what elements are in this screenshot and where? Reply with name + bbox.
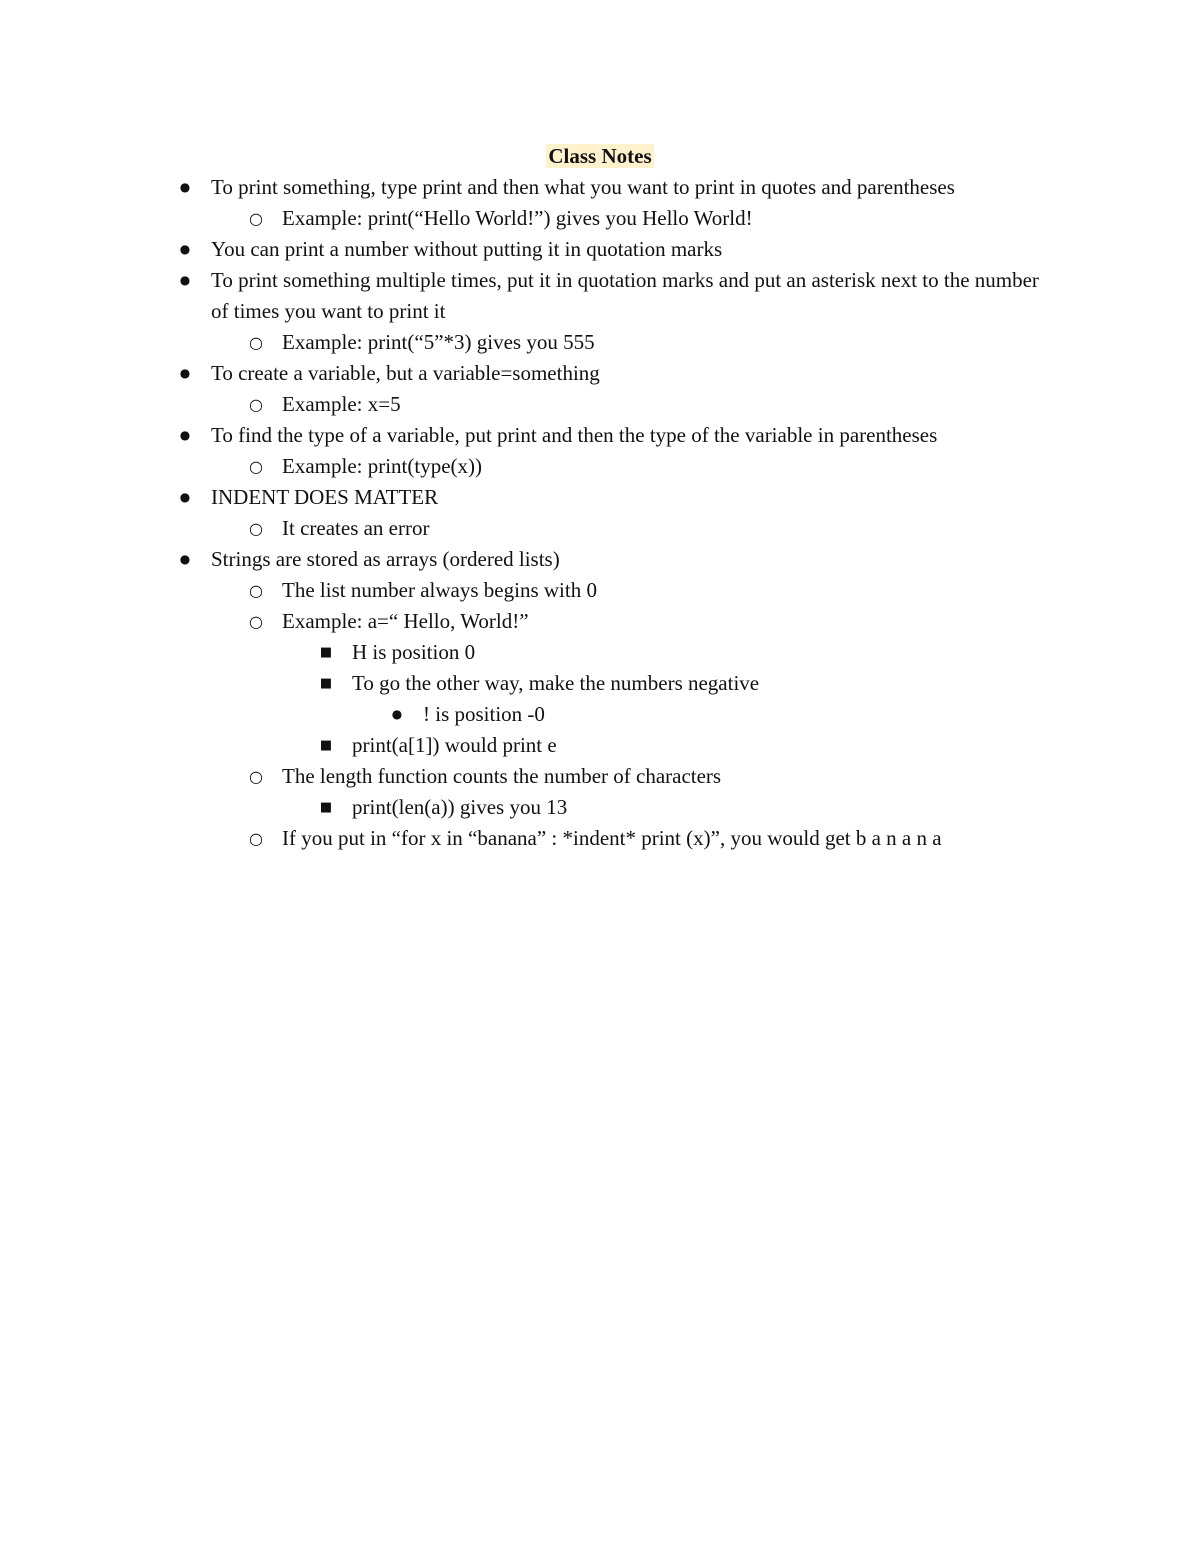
notes-list: [0, 172, 1200, 854]
list-item-text: ! is position -0: [423, 702, 545, 726]
list-item-text: Example: print(“Hello World!”) gives you Hello World!: [282, 206, 753, 230]
list-item: [0, 265, 1200, 327]
square-bullet-icon: ■: [319, 645, 333, 660]
square-bullet-icon: ■: [319, 800, 333, 815]
list-item: [0, 172, 1200, 203]
list-item-text: H is position 0: [352, 640, 476, 664]
list-item-text: print(len(a)) gives you 13: [352, 795, 568, 819]
list-item-text: To print something multiple times, put it in quotation marks and put an asterisk next to the number of times you want to print it: [211, 268, 1039, 323]
square-bullet-icon: ■: [319, 738, 333, 753]
list-item: [0, 730, 1200, 761]
list-item: [0, 544, 1200, 575]
bullet-icon: ●: [179, 366, 191, 380]
list-item: [0, 420, 1200, 451]
list-item-text: print(a[1]) would print e: [352, 733, 557, 757]
list-item-text: If you put in “for x in “banana” : *indent* print (x)”, you would get b a n a n a: [282, 826, 942, 850]
hollow-bullet-icon: ○: [249, 395, 263, 414]
list-item: [0, 234, 1200, 265]
hollow-bullet-icon: ○: [249, 519, 263, 538]
hollow-bullet-icon: ○: [249, 457, 263, 476]
list-item: [0, 823, 1200, 854]
list-item: [0, 575, 1200, 606]
list-item: [0, 358, 1200, 389]
list-item-text: You can print a number without putting it in quotation marks: [211, 237, 723, 261]
bullet-icon: ●: [179, 552, 191, 566]
list-item-text: To find the type of a variable, put print and then the type of the variable in parentheses: [211, 423, 938, 447]
list-item-text: Strings are stored as arrays (ordered lists): [211, 547, 560, 571]
hollow-bullet-icon: ○: [249, 829, 263, 848]
bullet-icon: ●: [179, 428, 191, 442]
bullet-icon: ●: [391, 707, 403, 721]
bullet-icon: ●: [179, 180, 191, 194]
list-item-text: Example: a=“ Hello, World!”: [282, 609, 529, 633]
list-item-text: The list number always begins with 0: [282, 578, 597, 602]
list-item: [0, 482, 1200, 513]
list-item: [0, 637, 1200, 668]
hollow-bullet-icon: ○: [249, 581, 263, 600]
list-item: [0, 761, 1200, 792]
document-title: Class Notes: [548, 144, 652, 168]
hollow-bullet-icon: ○: [249, 767, 263, 786]
hollow-bullet-icon: ○: [249, 333, 263, 352]
list-item: [0, 451, 1200, 482]
list-item-text: It creates an error: [282, 516, 430, 540]
bullet-icon: ●: [179, 490, 191, 504]
list-item: [0, 513, 1200, 544]
list-item: [0, 792, 1200, 823]
hollow-bullet-icon: ○: [249, 612, 263, 631]
list-item: [0, 668, 1200, 699]
hollow-bullet-icon: ○: [249, 209, 263, 228]
list-item-text: To go the other way, make the numbers negative: [352, 671, 760, 695]
list-item: [0, 606, 1200, 637]
list-item: [0, 699, 1200, 730]
title-row: [0, 141, 1200, 172]
list-item: [0, 327, 1200, 358]
list-item: [0, 389, 1200, 420]
list-item-text: To print something, type print and then what you want to print in quotes and parentheses: [211, 175, 955, 199]
list-item-text: To create a variable, but a variable=something: [211, 361, 600, 385]
list-item-text: Example: print(“5”*3) gives you 555: [282, 330, 595, 354]
bullet-icon: ●: [179, 242, 191, 256]
list-item-text: Example: print(type(x)): [282, 454, 483, 478]
list-item-text: INDENT DOES MATTER: [211, 485, 439, 509]
square-bullet-icon: ■: [319, 676, 333, 691]
list-item-text: Example: x=5: [282, 392, 401, 416]
list-item-text: The length function counts the number of characters: [282, 764, 722, 788]
bullet-icon: ●: [179, 273, 191, 287]
list-item: [0, 203, 1200, 234]
